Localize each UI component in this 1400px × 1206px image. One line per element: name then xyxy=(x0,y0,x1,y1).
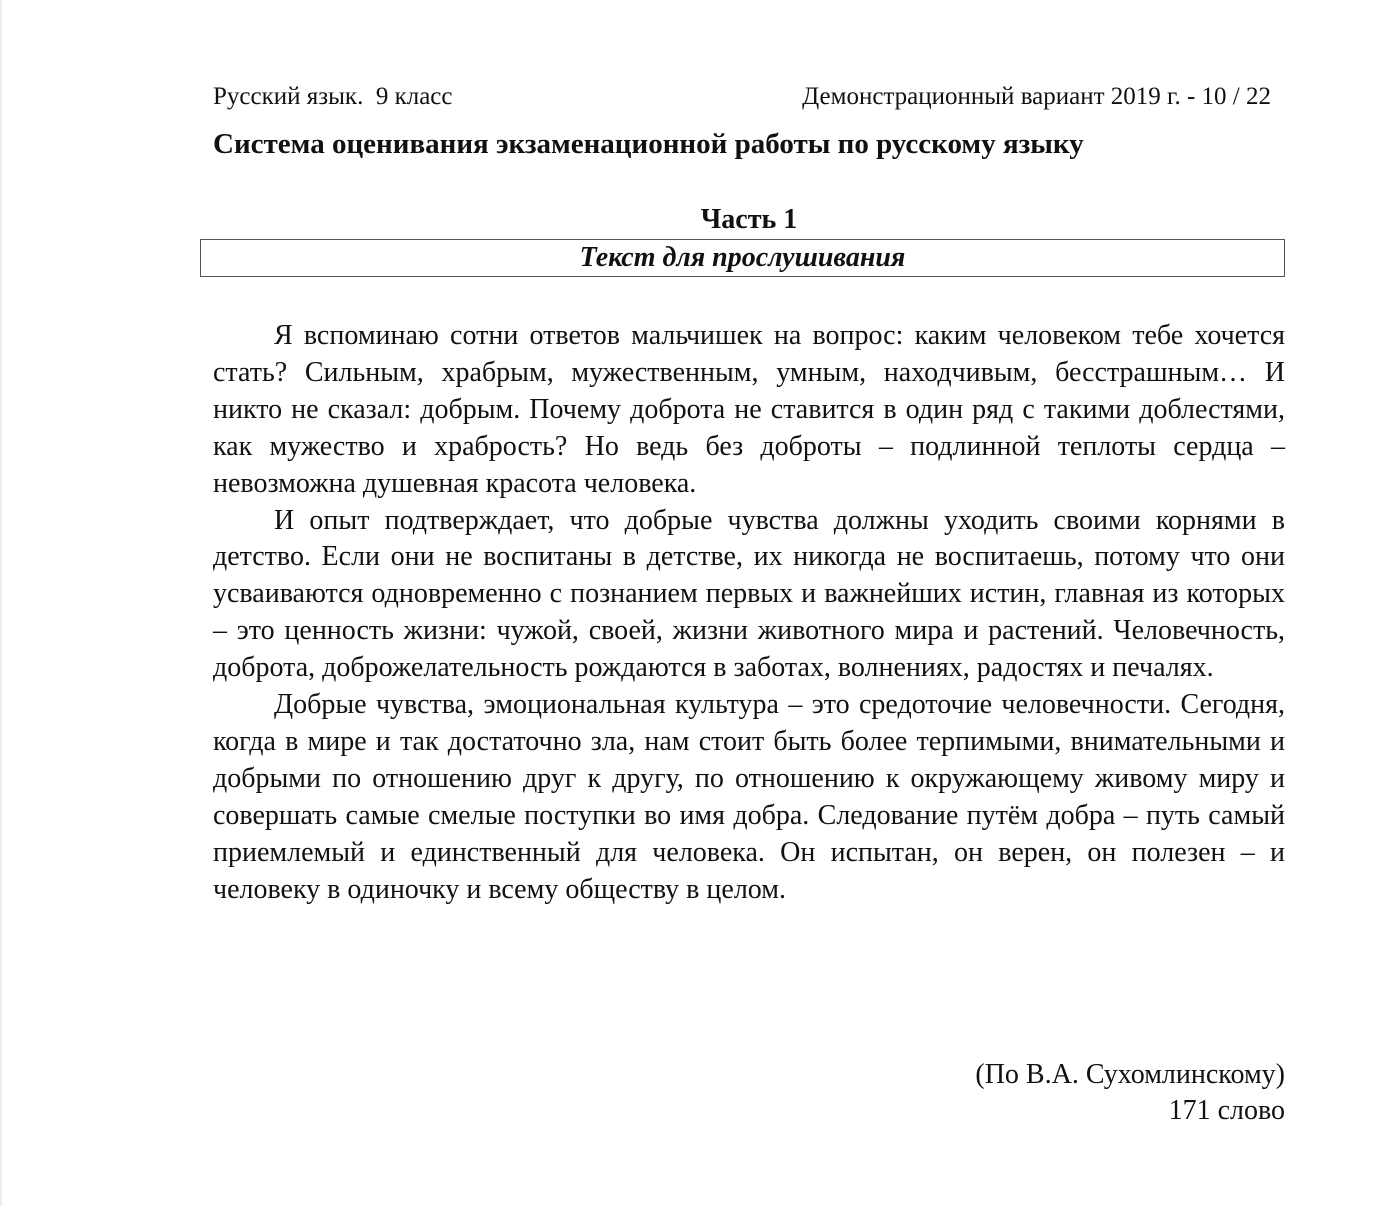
word-count: 171 слово xyxy=(1168,1095,1285,1126)
page-edge xyxy=(0,0,2,1206)
header-variant-page: Демонстрационный вариант 2019 г. - 10 / 22 xyxy=(802,83,1271,110)
part-title: Часть 1 xyxy=(700,204,798,235)
section-label: Текст для прослушивания xyxy=(579,242,906,273)
attribution xyxy=(213,1057,1285,1129)
paragraph-1: Я вспоминаю сотни ответов мальчишек на вопрос: каким человеком тебе хочется стать? Сильным, храбрым, мужественным, умным, находчивым, бесстрашным… И никто не сказал: добрым. Почему доброта не ставится в один ряд с такими доблестями, как мужество и храбрость? Но ведь без доброты – подлинной теплоты сердца – невозможна душевная красота человека. xyxy=(213,320,1285,499)
document-title: Система оценивания экзаменационной работы по русскому языку xyxy=(213,128,1084,160)
listening-text xyxy=(213,318,1285,909)
paragraph-2: И опыт подтверждает, что добрые чувства должны уходить своими корнями в детство. Если они не воспитаны в детстве, их никогда не воспитаешь, потому что они усваиваются одновременно с познанием первых и важнейших истин, главная из которых – это ценность жизни: чужой, своей, жизни животного мира и растений. Человечность, доброта, доброжелательность рождаются в заботах, волнениях, радостях и печалях. xyxy=(213,504,1285,684)
running-header xyxy=(213,82,1271,112)
paragraph-3: Добрые чувства, эмоциональная культура – это средоточие человечности. Сегодня, когда в мире и так достаточно зла, нам стоит быть более терпимыми, внимательными и добрыми по отношению друг к другу, по отношению к окружающему живому миру и совершать самые смелые поступки во имя добра. Следование путём добра – путь самый приемлемый и единственный для человека. Он испытан, он верен, он полезен – и человеку в одиночку и всему обществу в целом. xyxy=(213,689,1285,905)
section-label-box xyxy=(200,239,1285,277)
header-subject: Русский язык. 9 класс xyxy=(213,83,453,110)
source-author: (По В.А. Сухомлинскому) xyxy=(975,1059,1285,1090)
